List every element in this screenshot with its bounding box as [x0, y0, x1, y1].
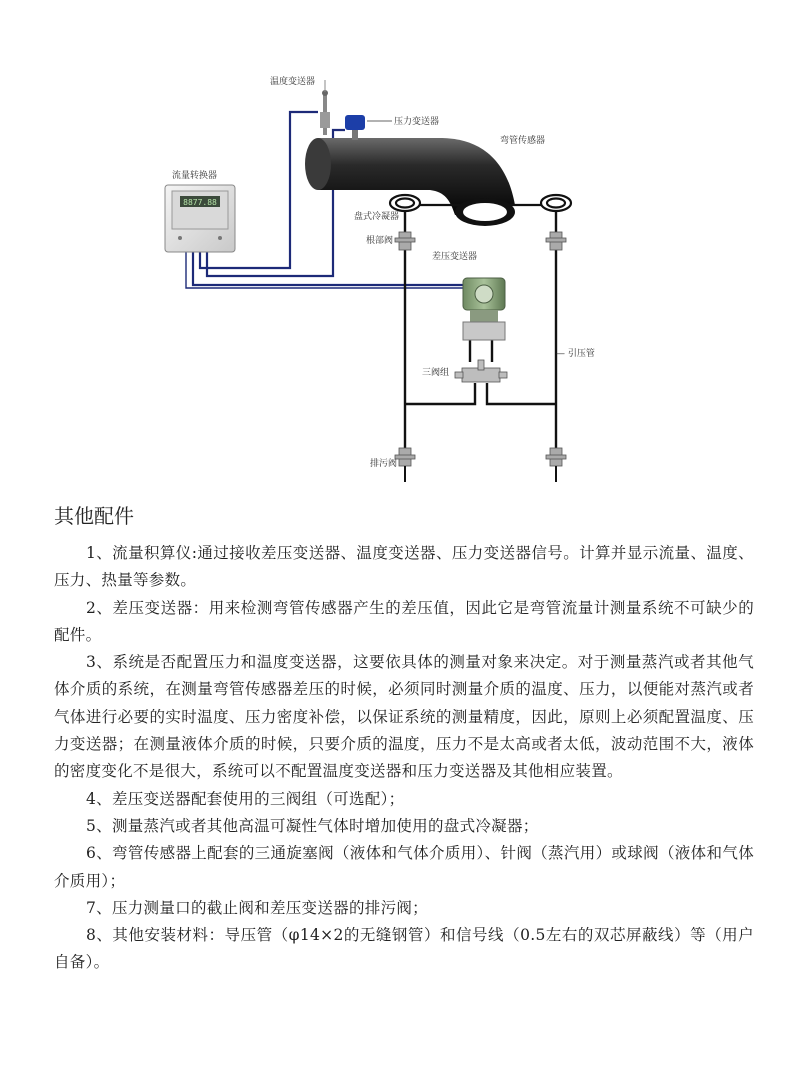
converter-display: 8877.88	[183, 198, 217, 207]
list-item-7: 7、压力测量口的截止阀和差压变送器的排污阀；	[86, 898, 428, 917]
label-flow-converter: 流量转换器	[172, 171, 218, 181]
three-valve-manifold	[455, 360, 507, 382]
installation-diagram	[0, 0, 800, 495]
list-item-1: 1、流量积算仪:通过接收差压变送器、温度变送器、压力变送器信号。计算并显示流量、温度、压力、热量等参数。	[54, 544, 754, 590]
pressure-transmitter	[345, 115, 392, 140]
label-impulse-pipe: — 引压管	[556, 349, 595, 359]
label-elbow-sensor: 弯管传感器	[500, 136, 546, 146]
list-item-3: 3、系统是否配置压力和温度变送器，这要依具体的测量对象来决定。对于测量蒸汽或者其他气体介质的系统，在测量弯管传感器差压的时候，必须同时测量介质的温度、压力，以便能对蒸汽或者气体进行必要的实时温度、压力密度补偿，以保证系统的测量精度，因此，原则上必须配置温度、压力变送器；在测量液体介质的时候，只要介质的温度，压力不是太高或者太低，波动范围不大，液体的密度变化不是很大，系统可以不配置温度变送器和压力变送器及其他相应装置。	[54, 653, 754, 781]
elbow-pipe	[305, 138, 515, 226]
list-item-2: 2、差压变送器：用来检测弯管传感器产生的差压值，因此它是弯管流量计测量系统不可缺少的配件。	[54, 598, 754, 644]
list-item-5: 5、测量蒸汽或者其他高温可凝性气体时增加使用的盘式冷凝器；	[86, 816, 539, 835]
label-three-valve-manifold: 三阀组	[422, 368, 450, 378]
section-title: 其他配件	[54, 504, 134, 528]
label-temp-transmitter: 温度变送器	[270, 77, 316, 87]
label-dp-transmitter: 差压变送器	[432, 252, 478, 262]
accessory-list	[54, 540, 754, 977]
dp-transmitter	[463, 278, 505, 340]
label-pressure-transmitter: 压力变送器	[394, 117, 440, 127]
list-item-8: 8、其他安装材料：导压管（φ14×2的无缝钢管）和信号线（0.5左右的双芯屏蔽线）等（用户自备）。	[54, 926, 754, 972]
label-drain-valve: 排污阀	[370, 459, 398, 469]
root-valves	[395, 232, 566, 250]
list-item-4: 4、差压变送器配套使用的三阀组（可选配）；	[86, 789, 405, 808]
label-coil-condenser: 盘式冷凝器	[354, 212, 400, 222]
label-root-valve: 根部阀	[366, 236, 394, 246]
temp-transmitter	[320, 80, 330, 135]
list-item-6: 6、弯管传感器上配套的三通旋塞阀（液体和气体介质用）、针阀（蒸汽用）或球阀（液体和气体介质用）；	[54, 844, 754, 890]
drain-valves	[395, 448, 566, 482]
flow-converter	[165, 185, 235, 252]
